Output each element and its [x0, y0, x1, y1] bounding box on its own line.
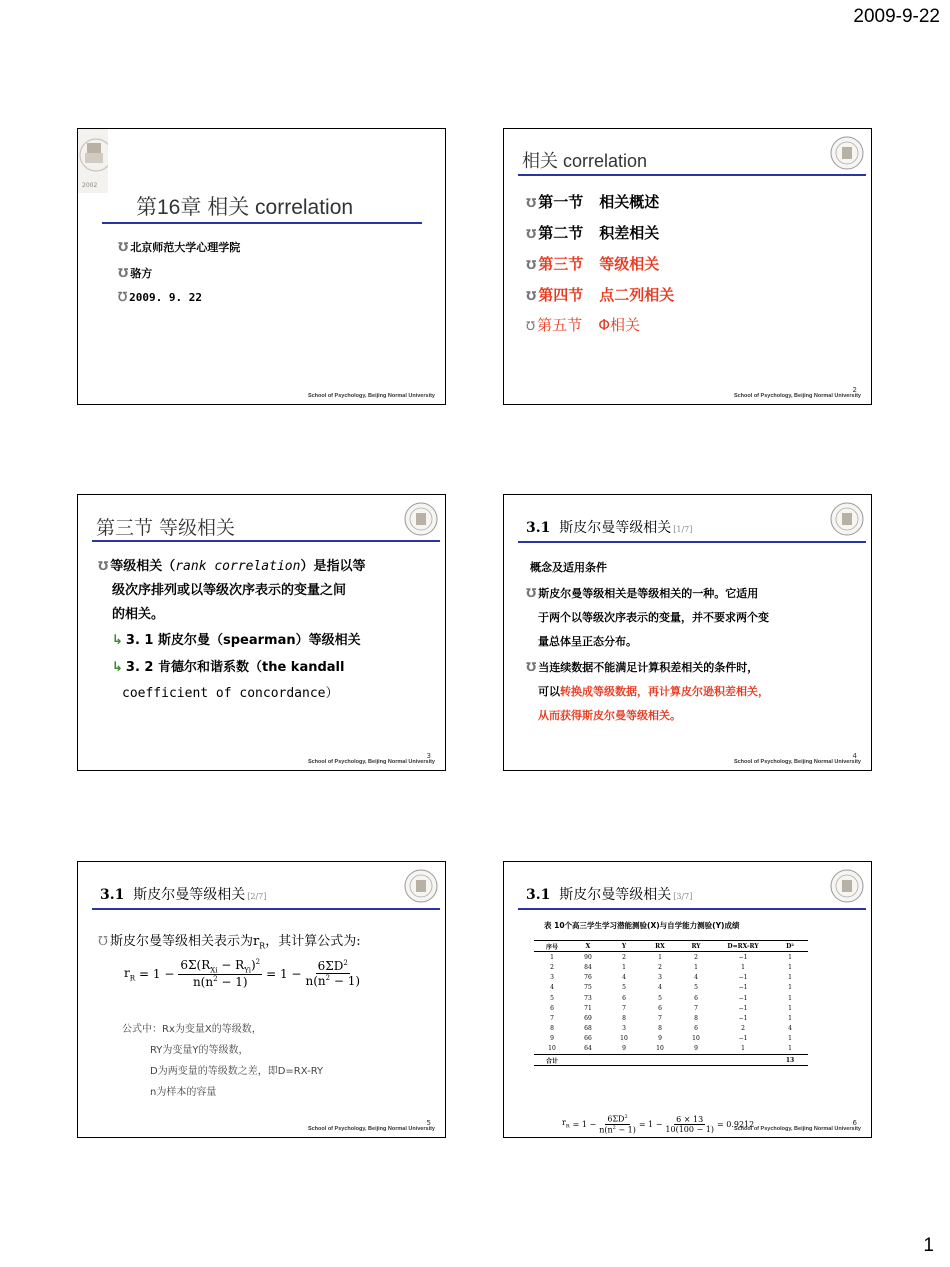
table-header-row — [534, 941, 808, 952]
sub-item: ↳ 3. 1 斯皮尔曼（spearman）等级相关 — [112, 633, 361, 648]
paragraph-line: ℧ 当连续数据不能满足计算积差相关的条件时， — [526, 660, 759, 674]
university-seal-icon — [403, 868, 439, 904]
rank-correlation-calculation: $r_R$ = 1 − $\frac{6\Sigma D^2}{n(n^2 - 1)}$ = 1 − $\frac{6 \times 13}{10(100 - 1)}$ = 0.9212 — [562, 1114, 755, 1135]
table-cell: 5 — [550, 994, 554, 1002]
table-cell: 5 — [694, 984, 698, 992]
table-cell: 8 — [550, 1025, 554, 1033]
list-item: ℧ 骆方 — [118, 266, 153, 280]
slide-4 — [503, 494, 872, 771]
slide-title: 第三节 等级相关 — [96, 517, 236, 539]
table-cell: −1 — [738, 1035, 748, 1043]
sub-item: ↳ 3. 2 肯德尔和谐系数（the kandall — [112, 660, 345, 675]
table-cell: 71 — [584, 1004, 592, 1012]
table-cell: 1 — [788, 1045, 792, 1053]
note-line: 公式中：Rx为变量X的等级数， — [122, 1024, 262, 1035]
table-cell: 4 — [788, 1025, 792, 1033]
table-cell: 6 — [550, 1004, 554, 1012]
slide-title: 3.1 斯皮尔曼等级相关 [3/7] — [526, 887, 693, 903]
table-cell: 10 — [656, 1045, 664, 1053]
section-heading: 概念及适用条件 — [530, 561, 607, 574]
slide-footer: School of Psychology, Beijing Normal University — [307, 393, 435, 399]
table-total-row — [534, 1055, 808, 1066]
bullet-icon: ℧ — [526, 227, 537, 241]
slide-footer: School of Psychology, Beijing Normal University — [733, 759, 861, 765]
table-cell: 3 — [550, 974, 554, 982]
slide-number: 3 — [426, 752, 431, 760]
slide-2 — [503, 128, 872, 405]
table-cell: 1 — [788, 974, 792, 982]
table-row — [534, 973, 808, 983]
slide-title: 3.1 斯皮尔曼等级相关 [1/7] — [526, 520, 693, 536]
spearman-formula: $r_R$ = 1 − $6\Sigma(R_{Xi} - R_{Yi})^2$ $n(n^2 - 1)$ = 1 − $\frac{6\Sigma D^2}{n(n^2 - 1)}$ — [124, 958, 361, 990]
table-row — [534, 952, 808, 963]
table-cell — [678, 1055, 714, 1066]
table-cell: 10 — [692, 1035, 700, 1043]
table-cell: 1 — [788, 994, 792, 1002]
university-seal-icon — [829, 135, 865, 171]
table-cell: −1 — [738, 994, 748, 1002]
data-table — [534, 940, 808, 1066]
table-cell: 2 — [694, 953, 698, 961]
table-cell: 75 — [584, 984, 592, 992]
table-cell — [570, 1055, 606, 1066]
table-cell: 8 — [694, 1014, 698, 1022]
table-cell: 3 — [658, 974, 662, 982]
slide-footer: School of Psychology, Beijing Normal University — [307, 759, 435, 765]
paragraph-line: 从而获得斯皮尔曼等级相关。 — [538, 709, 681, 722]
table-cell: 10 — [548, 1045, 556, 1053]
table-cell: −1 — [738, 984, 748, 992]
table-row — [534, 1044, 808, 1055]
table-cell: 4 — [694, 974, 698, 982]
table-cell: 76 — [584, 974, 592, 982]
university-logo-icon — [78, 129, 108, 193]
bullet-icon: ℧ — [526, 258, 537, 272]
slide-title: 第16章 相关 correlation — [136, 196, 354, 219]
table-cell: 69 — [584, 1014, 592, 1022]
note-line: n为样本的容量 — [150, 1087, 217, 1098]
table-cell: 4 — [658, 984, 662, 992]
slide-title: 相关 correlation — [522, 151, 648, 171]
table-cell: 7 — [694, 1004, 698, 1012]
title-underline — [518, 908, 866, 910]
table-cell: 1 — [658, 953, 662, 961]
table-cell: 1 — [788, 984, 792, 992]
table-cell: 6 — [658, 1004, 662, 1012]
bullet-icon: ℧ — [526, 289, 537, 303]
table-cell — [714, 1055, 772, 1066]
table-cell: 9 — [550, 1035, 554, 1043]
slide-footer: School of Psychology, Beijing Normal University — [307, 1126, 435, 1132]
table-cell: 6 — [694, 994, 698, 1002]
table-cell: 66 — [584, 1035, 592, 1043]
slide-footer: School of Psychology, Beijing Normal University — [733, 1126, 861, 1132]
table-header-cell: D=RX-RY — [714, 941, 772, 952]
slide-5 — [77, 861, 446, 1138]
paragraph-line: 可以转换成等级数据，再计算皮尔逊积差相关， — [538, 685, 769, 698]
title-underline — [102, 222, 422, 224]
list-item: ℧ 第四节 点二列相关 — [526, 286, 675, 304]
paragraph-line: ℧ 等级相关（rank correlation）是指以等 — [98, 559, 366, 574]
table-cell: −1 — [738, 1014, 748, 1022]
table-caption: 表 10个高三学生学习潜能测验(X)与自学能力测验(Y)成绩 — [544, 921, 740, 930]
paragraph-line: 的相关。 — [112, 607, 165, 622]
table-cell: 1 — [694, 963, 698, 971]
slide-number: 2 — [852, 386, 857, 394]
slide-6 — [503, 861, 872, 1138]
table-row — [534, 1024, 808, 1034]
table-cell: 8 — [622, 1014, 626, 1022]
slide-footer: School of Psychology, Beijing Normal University — [733, 393, 861, 399]
table-cell: 9 — [694, 1045, 698, 1053]
table-cell: 10 — [620, 1035, 628, 1043]
intro-line: ℧ 斯皮尔曼等级相关表示为$r_R$，其计算公式为: — [98, 934, 361, 951]
table-header-cell: X — [570, 941, 606, 952]
table-cell: 90 — [584, 953, 592, 961]
table-header-cell: D² — [772, 941, 808, 952]
slide-number: 6 — [852, 1119, 857, 1127]
table-row — [534, 1013, 808, 1023]
table-cell: 2 — [622, 953, 626, 961]
list-item: ℧ 2009. 9. 22 — [118, 290, 203, 304]
table-cell — [642, 1055, 678, 1066]
list-item: ℧ 第三节 等级相关 — [526, 255, 660, 273]
table-cell: 2 — [741, 1025, 745, 1033]
table-cell: 7 — [622, 1004, 626, 1012]
table-cell: −1 — [738, 1004, 748, 1012]
bullet-icon: ℧ — [118, 240, 129, 254]
bullet-icon: ℧ — [526, 586, 537, 600]
bullet-icon: ℧ — [118, 266, 129, 280]
university-seal-icon — [829, 868, 865, 904]
arrow-icon: ↳ — [112, 633, 123, 648]
bullet-icon: ℧ — [526, 319, 536, 333]
bullet-icon: ℧ — [526, 660, 537, 674]
paragraph-line: 于两个以等级次序表示的变量，并不要求两个变 — [538, 611, 769, 624]
table-cell: 1 — [788, 953, 792, 961]
title-underline — [92, 540, 440, 542]
slide-3 — [77, 494, 446, 771]
table-cell: 2 — [658, 963, 662, 971]
table-row — [534, 1034, 808, 1044]
table-cell: 1 — [788, 1004, 792, 1012]
bullet-icon: ℧ — [98, 934, 108, 948]
list-item: ℧ 第一节 相关概述 — [526, 193, 660, 211]
title-underline — [518, 174, 866, 176]
list-item: ℧ 第五节 Φ相关 — [526, 316, 640, 334]
slide-1 — [77, 128, 446, 405]
table-cell: 1 — [788, 1014, 792, 1022]
table-header-cell: 序号 — [534, 941, 570, 952]
table-cell: 1 — [741, 1045, 745, 1053]
table-cell: 7 — [550, 1014, 554, 1022]
bullet-icon: ℧ — [526, 196, 537, 210]
slide-number: 5 — [426, 1119, 431, 1127]
table-cell: 1 — [741, 963, 745, 971]
list-item: ℧ 第二节 积差相关 — [526, 224, 660, 242]
table-cell: 9 — [658, 1035, 662, 1043]
table-cell: 84 — [584, 963, 592, 971]
paragraph-line: 级次序排列或以等级次序表示的变量之间 — [112, 583, 347, 598]
paragraph-line: 量总体呈正态分布。 — [538, 635, 637, 648]
table-cell: 1 — [622, 963, 626, 971]
table-cell: 5 — [658, 994, 662, 1002]
title-underline — [518, 541, 866, 543]
paragraph-line: ℧ 斯皮尔曼等级相关是等级相关的一种。它适用 — [526, 586, 759, 600]
table-cell: 5 — [622, 984, 626, 992]
university-seal-icon — [829, 501, 865, 537]
table-cell: 3 — [622, 1025, 626, 1033]
slide-title: 3.1 斯皮尔曼等级相关 [2/7] — [100, 887, 267, 903]
table-cell: 1 — [788, 963, 792, 971]
table-row — [534, 962, 808, 972]
table-cell: 2 — [550, 963, 554, 971]
table-cell: 6 — [694, 1025, 698, 1033]
note-line: RY为变量Y的等级数， — [150, 1045, 249, 1056]
table-cell: 68 — [584, 1025, 592, 1033]
table-header-cell: Y — [606, 941, 642, 952]
table-header-cell: RY — [678, 941, 714, 952]
table-cell: 合计 — [534, 1055, 570, 1066]
table-header-cell: RX — [642, 941, 678, 952]
table-row — [534, 993, 808, 1003]
note-line: D为两变量的等级数之差，即D=RX-RY — [150, 1066, 324, 1077]
page-date: 2009-9-22 — [853, 6, 940, 27]
table-cell: −1 — [738, 953, 748, 961]
table-cell: 7 — [658, 1014, 662, 1022]
svg-text:2002: 2002 — [82, 182, 98, 189]
table-cell: 6 — [622, 994, 626, 1002]
table-row — [534, 983, 808, 993]
slide-number: 4 — [852, 752, 857, 760]
table-cell: 9 — [622, 1045, 626, 1053]
sub-item-continued: coefficient of concordance） — [122, 686, 339, 701]
table-cell: 1 — [550, 953, 554, 961]
table-cell: 64 — [584, 1045, 592, 1053]
list-item: ℧ 北京师范大学心理学院 — [118, 240, 241, 254]
university-seal-icon — [403, 501, 439, 537]
table-cell: 4 — [622, 974, 626, 982]
arrow-icon: ↳ — [112, 660, 123, 675]
table-cell: −1 — [738, 974, 748, 982]
table-cell: 8 — [658, 1025, 662, 1033]
table-cell: 1 — [788, 1035, 792, 1043]
table-cell — [606, 1055, 642, 1066]
bullet-icon: ℧ — [118, 290, 128, 304]
table-cell: 73 — [584, 994, 592, 1002]
table-cell: 13 — [772, 1055, 808, 1066]
table-cell: 4 — [550, 984, 554, 992]
title-underline — [92, 908, 440, 910]
bullet-icon: ℧ — [98, 559, 109, 573]
page-number: 1 — [923, 1235, 934, 1256]
table-row — [534, 1003, 808, 1013]
